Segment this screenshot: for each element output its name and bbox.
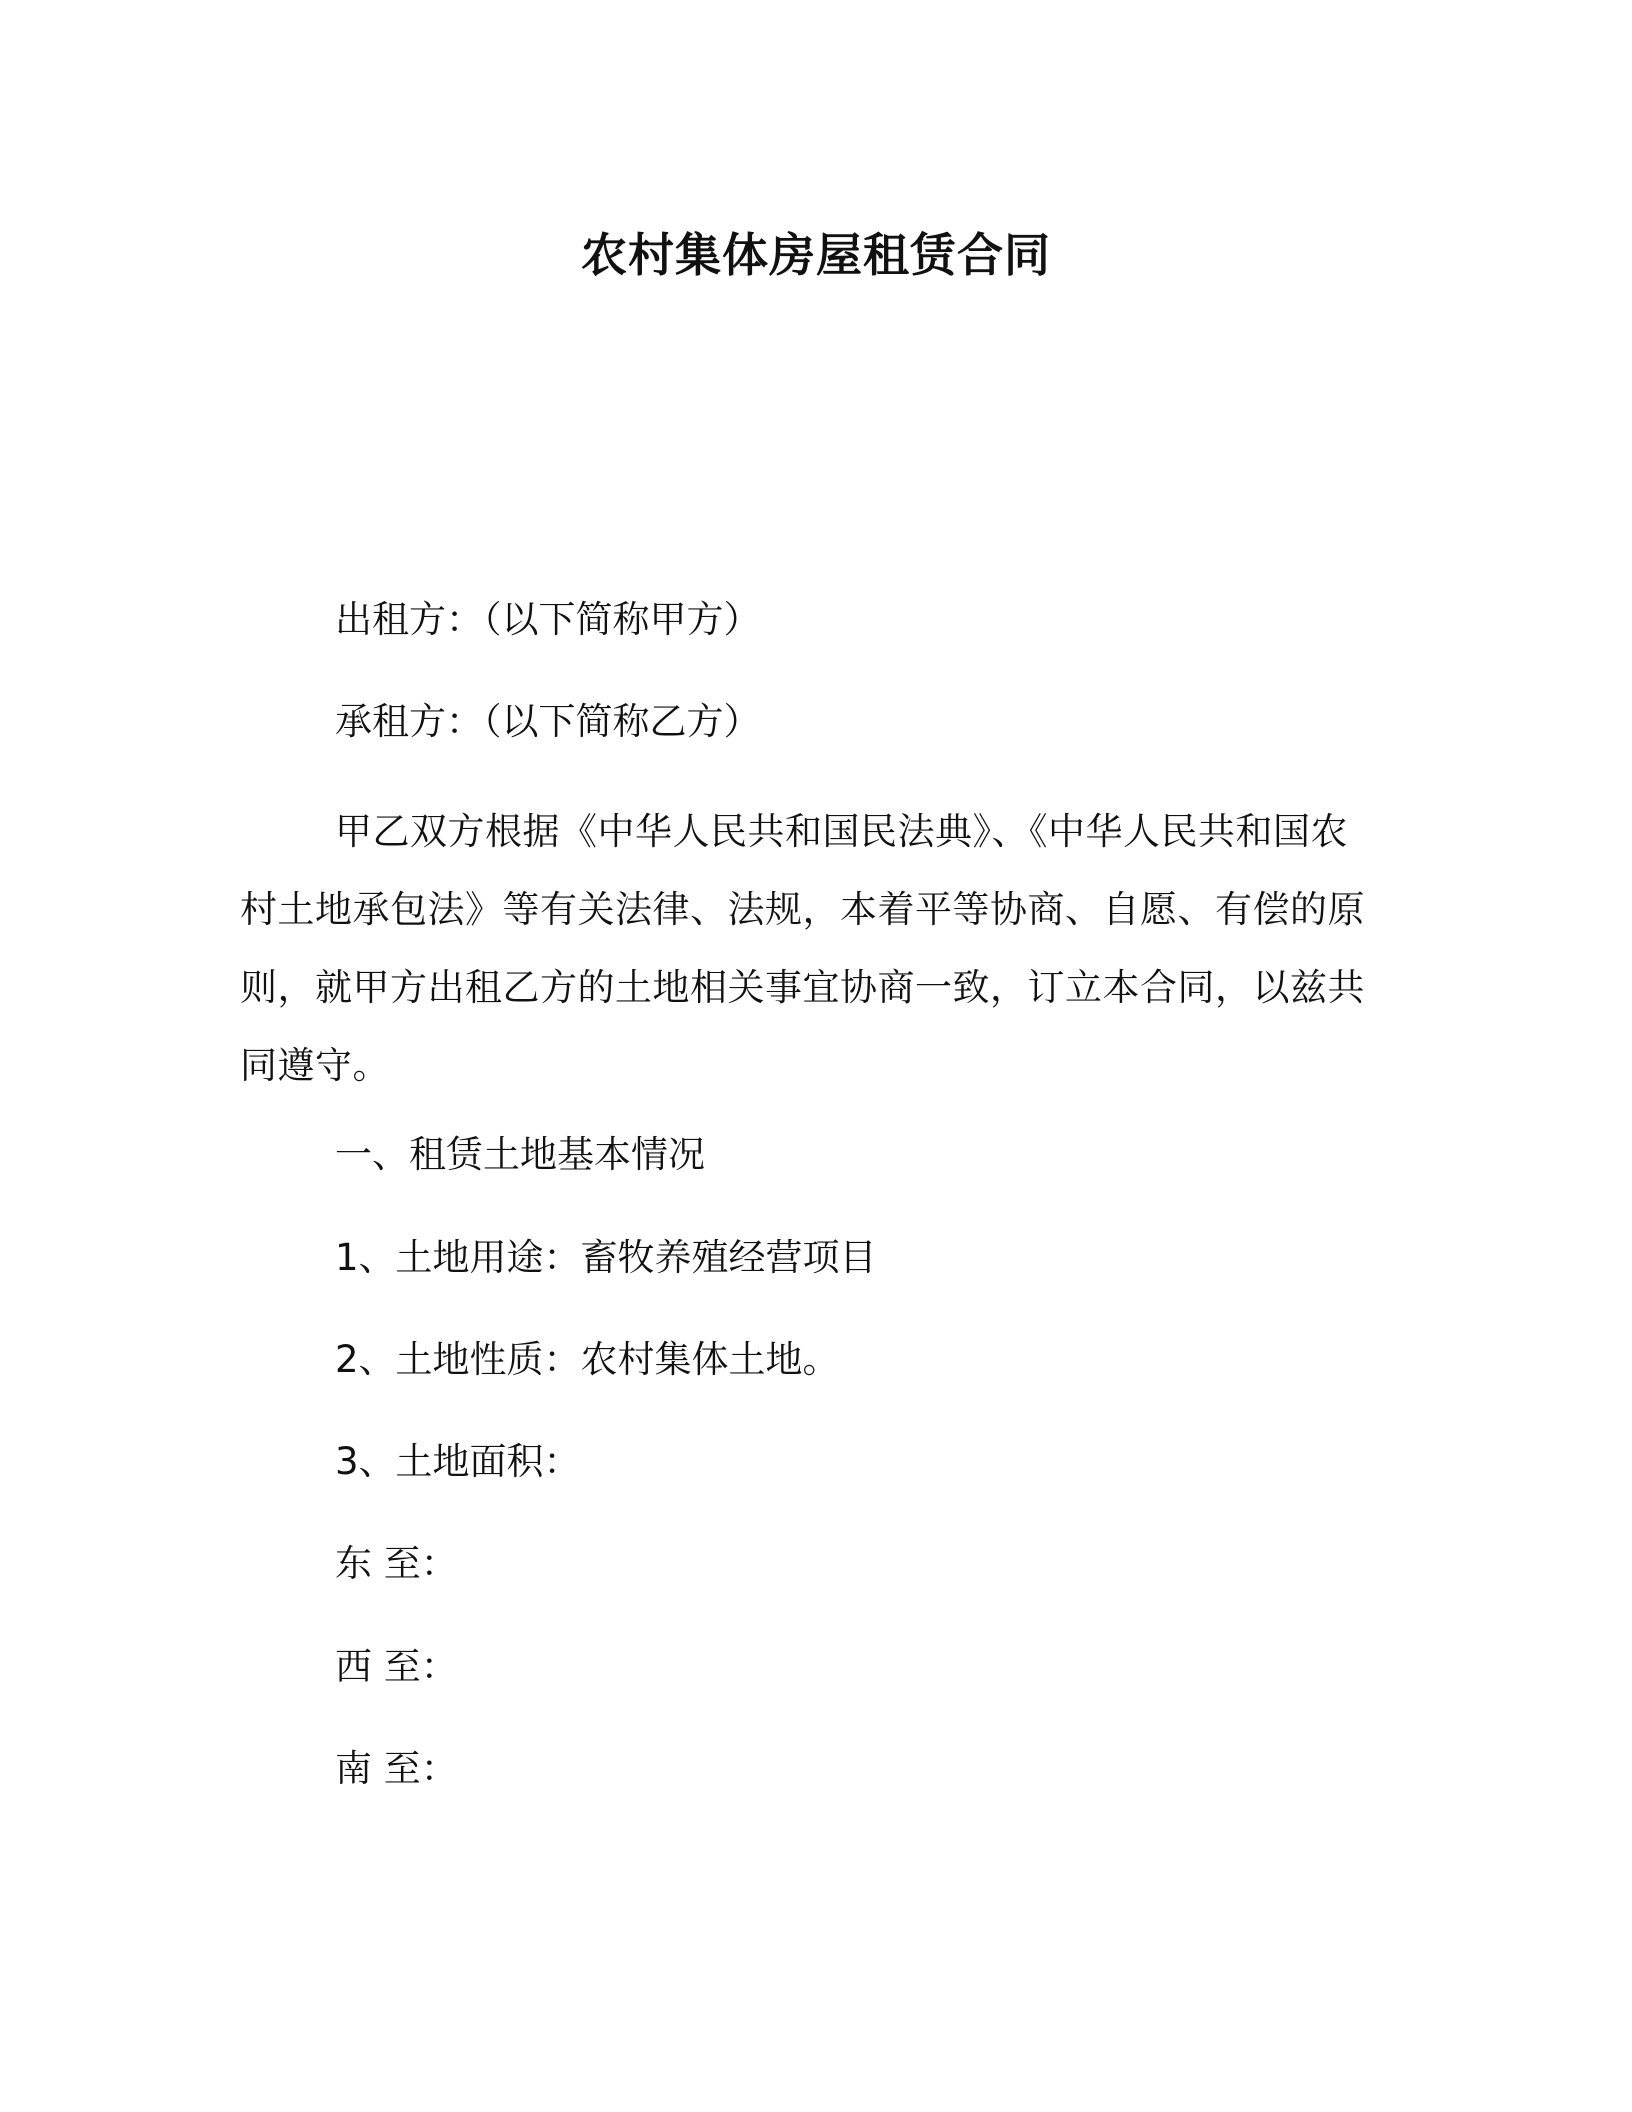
clause-land-use: 1、土地用途：畜牧养殖经营项目: [335, 1236, 877, 1279]
boundary-west: 西 至：: [335, 1645, 458, 1688]
lessee-line: 承租方：（以下简称乙方）: [335, 700, 761, 743]
boundary-east: 东 至：: [335, 1542, 458, 1585]
lessor-line: 出租方：（以下简称甲方）: [335, 598, 761, 641]
clause-land-area: 3、土地面积：: [335, 1440, 581, 1483]
preamble-paragraph: 甲乙双方根据《中华人民共和国民法典》、《中华人民共和国农村土地承包法》等有关法律、法规，本着平等协商、自愿、有偿的原则，就甲方出租乙方的土地相关事宜协商一致，订立本合同，以兹共同遵守。: [240, 810, 1365, 1087]
clause-land-nature: 2、土地性质：农村集体土地。: [335, 1338, 840, 1381]
section-heading: 一、租赁土地基本情况: [335, 1133, 705, 1176]
boundary-south: 南 至：: [335, 1747, 458, 1790]
document-title: 农村集体房屋租赁合同: [581, 228, 1051, 282]
